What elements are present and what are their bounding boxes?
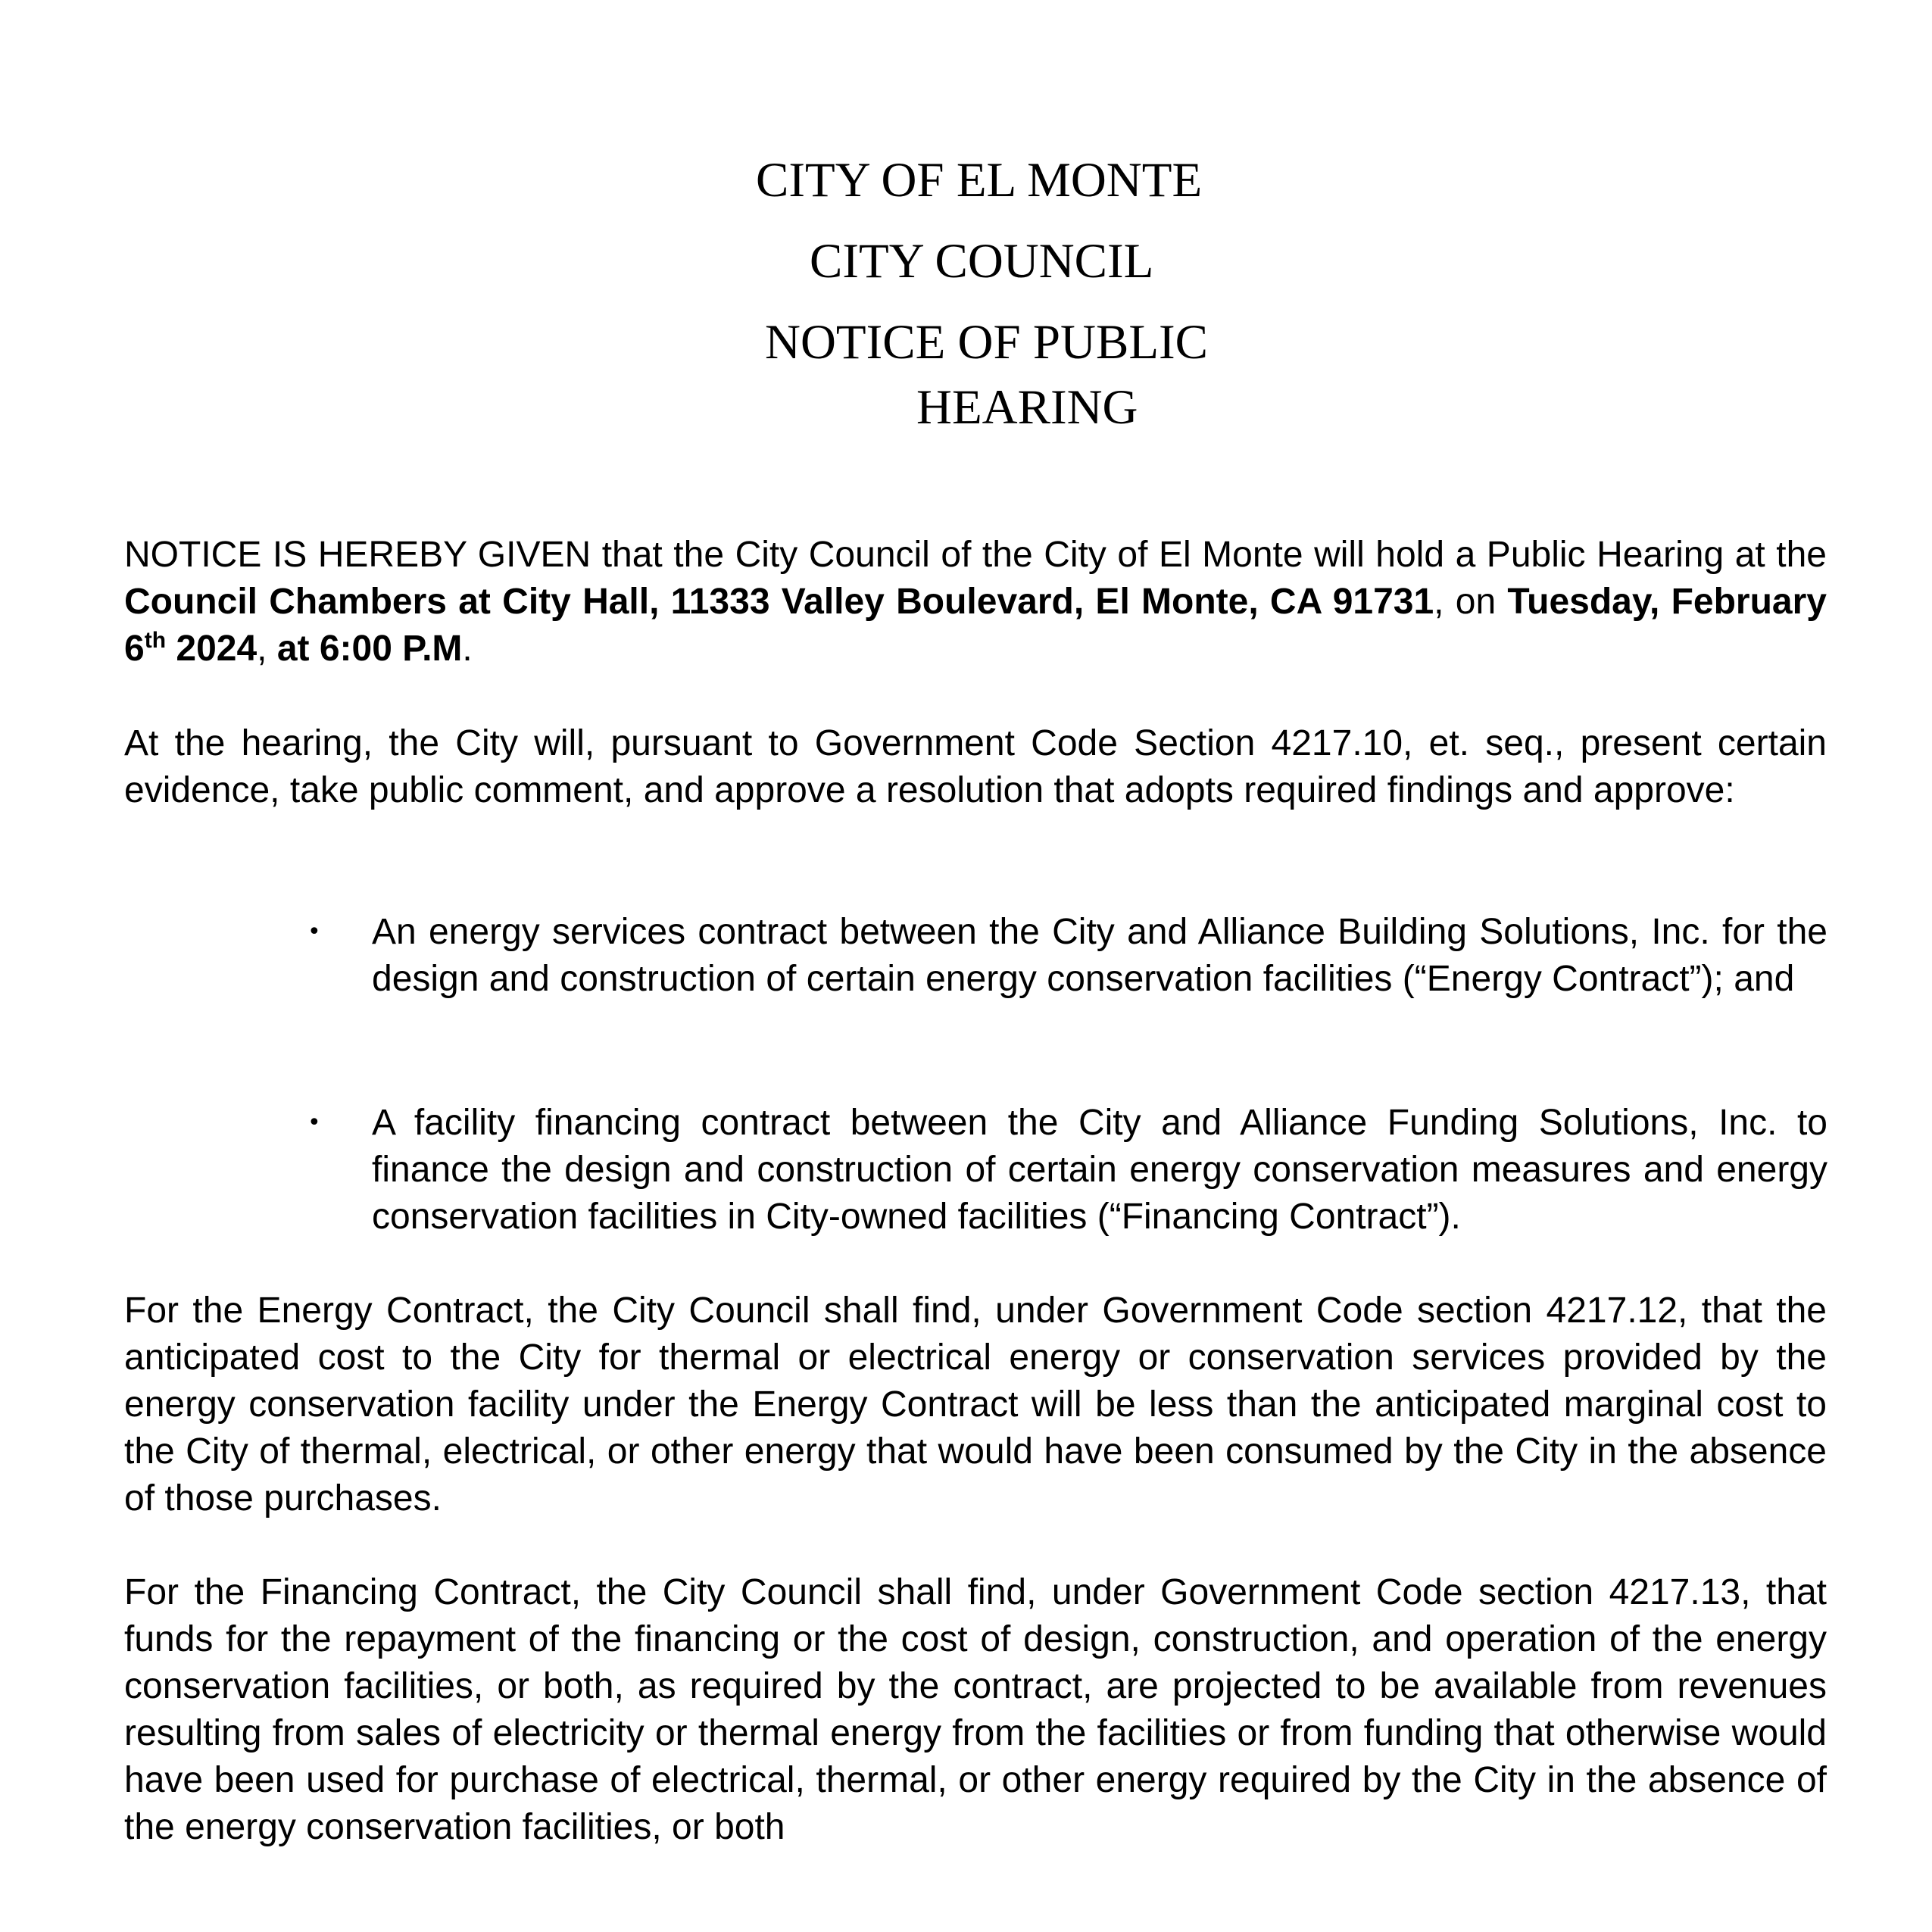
hearing-time: at 6:00 P.M [276, 629, 463, 669]
header-city: CITY OF EL MONTE [756, 153, 1203, 208]
hearing-paragraph: At the hearing, the City will, pursuant to Government Code Section 4217.10, et. seq., present certain evidence, take public comment, and approve a resolution that adopts required findings and approve: [124, 723, 1827, 810]
financing-contract-item: A facility financing contract between the City and Alliance Funding Solutions, Inc. to finance the design and construction of certain energy conservation measures and energy conservation facilities in City-owned facilities (“Financing Contract”). [372, 1103, 1827, 1237]
header-hearing: HEARING [916, 380, 1138, 435]
financing-contract-paragraph: For the Financing Contract, the City Council shall find, under Government Code section 4217.13, that funds for the repayment of the financing or the cost of design, construction, and operation of the energy conservation facilities, or both, as required by the contract, are projected to be available from revenues resulting from sales of electricity or thermal energy from the facilities or from funding that otherwise would have been used for purchase of electrical, thermal, or other energy required by the City in the absence of the energy conservation facilities, or both [124, 1572, 1827, 1847]
notice-intro: NOTICE IS HEREBY GIVEN that the City Council of the City of El Monte will hold a Public Hearing at the [124, 535, 1827, 575]
header-notice: NOTICE OF PUBLIC [765, 315, 1209, 370]
notice-paragraph [124, 532, 1827, 673]
notice-on: , on [1434, 582, 1508, 622]
notice-comma: , [257, 629, 277, 669]
hearing-date-main: Tuesday, February 6 [124, 582, 1827, 669]
bullet-icon: • [307, 1110, 321, 1136]
bullet-icon: • [307, 919, 321, 945]
energy-contract-item: An energy services contract between the City and Alliance Building Solutions, Inc. for the design and construction of certain energy conservation facilities (“Energy Contract”); and [372, 912, 1827, 999]
hearing-date-year: 2024 [166, 629, 257, 669]
header-council: CITY COUNCIL [810, 234, 1154, 289]
notice-period: . [462, 629, 473, 669]
hearing-location: Council Chambers at City Hall, 11333 Valley Boulevard, El Monte, CA 91731 [124, 582, 1434, 622]
energy-contract-paragraph: For the Energy Contract, the City Council shall find, under Government Code section 4217.12, that the anticipated cost to the City for thermal or electrical energy or conservation services provided by the energy conservation facility under the Energy Contract will be less than the anticipated marginal cost to the City of thermal, electrical, or other energy that would have been consumed by the City in the absence of those purchases. [124, 1291, 1827, 1518]
hearing-date-suffix: th [144, 628, 167, 653]
